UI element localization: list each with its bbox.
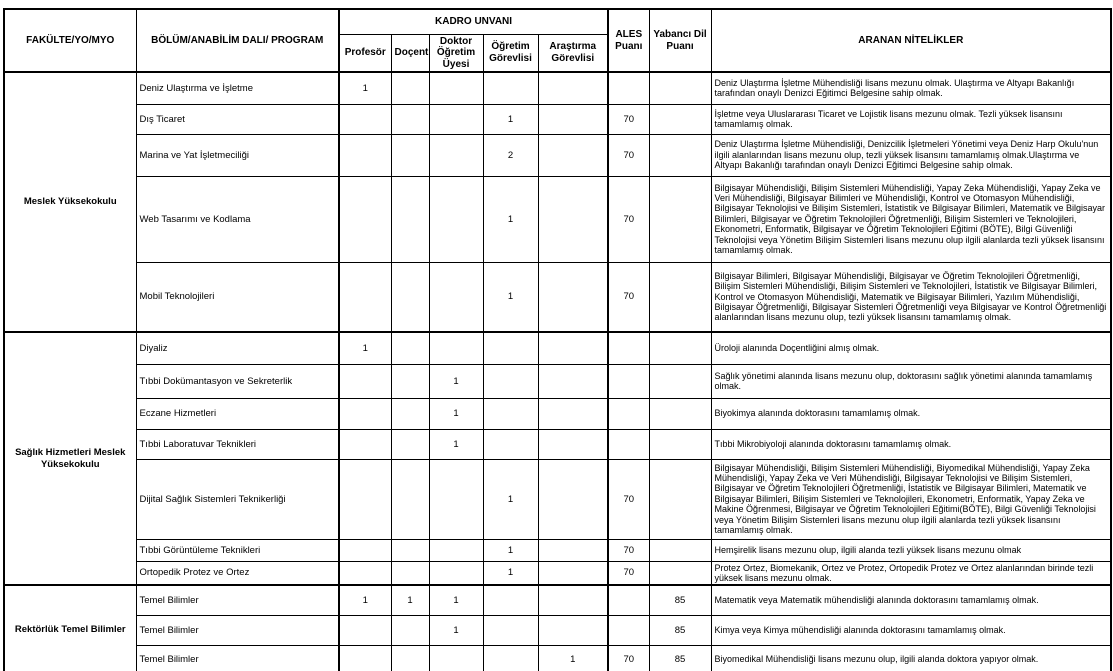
profesor-count-cell: [339, 134, 391, 176]
ogretim-gorevlisi-count-cell: [483, 645, 538, 671]
yabanci-dil-score-cell: [649, 398, 711, 429]
doktor-ogretim-uyesi-count-cell: [429, 104, 483, 134]
ogretim-gorevlisi-count-cell: 1: [483, 104, 538, 134]
table-body: [4, 9, 1111, 671]
header-docent: Doçent: [391, 34, 429, 72]
ales-score-cell: [608, 72, 649, 104]
header-ales: ALES Puanı: [608, 9, 649, 72]
docent-count-cell: [391, 176, 429, 262]
table-row: [4, 72, 1111, 104]
program-cell: Web Tasarımı ve Kodlama: [136, 176, 339, 262]
ales-score-cell: 70: [608, 539, 649, 561]
yabanci-dil-score-cell: [649, 364, 711, 398]
table-row: [4, 364, 1111, 398]
header-row-top: [4, 9, 1111, 34]
yabanci-dil-score-cell: [649, 539, 711, 561]
arastirma-gorevlisi-count-cell: [538, 398, 608, 429]
header-aranan-nitelikler: ARANAN NİTELİKLER: [711, 9, 1111, 72]
docent-count-cell: [391, 134, 429, 176]
yabanci-dil-score-cell: [649, 429, 711, 459]
ogretim-gorevlisi-count-cell: [483, 364, 538, 398]
docent-count-cell: [391, 615, 429, 645]
ogretim-gorevlisi-count-cell: [483, 585, 538, 615]
doktor-ogretim-uyesi-count-cell: 1: [429, 585, 483, 615]
program-cell: Deniz Ulaştırma ve İşletme: [136, 72, 339, 104]
nitelik-cell: Hemşirelik lisans mezunu olup, ilgili alanda tezli yüksek lisans mezunu olmak: [711, 539, 1111, 561]
program-cell: Diyaliz: [136, 332, 339, 364]
profesor-count-cell: [339, 459, 391, 539]
table-row: [4, 398, 1111, 429]
yabanci-dil-score-cell: [649, 262, 711, 332]
doktor-ogretim-uyesi-count-cell: 1: [429, 429, 483, 459]
nitelik-cell: Tıbbi Mikrobiyoloji alanında doktorasını tamamlamış olmak.: [711, 429, 1111, 459]
doktor-ogretim-uyesi-count-cell: 1: [429, 364, 483, 398]
nitelik-cell: Protez Ortez, Biomekanik, Ortez ve Protez, Ortopedik Protez ve Ortez alanlarından birinde tezli yüksek lisans mezunu olmak.: [711, 561, 1111, 585]
table-row: [4, 104, 1111, 134]
docent-count-cell: [391, 262, 429, 332]
nitelik-cell: Bilgisayar Mühendisliği, Bilişim Sistemleri Mühendisliği, Biyomedikal Mühendisliği, Yapay Zeka Mühendisliği, Yapay Zeka ve Veri Mühendisliği, Bilgisayar Teknolojisi ve Bilişim Sistemleri, Bilgisayar ve Öğretim Teknolojileri Öğretmenliği, İstatistik ve Bilgisayar Bilimleri, Matematik ve Bilgisayar Bilimleri, Bilişim Sistemleri ve Teknolojileri, Ekonometri, Enformatik, Yapay Zeka ve Makine Öğrenmesi, Bilgisayar ve Öğretim Teknolojileri Eğitimi(BÖTE), Bilgi Güvenliği Teknolojisi veya Yönetim Bilişim Sistemleri lisans mezunu olup ilgili alanlarda tezli yüksek lisansını tamamlamış olmak.: [711, 459, 1111, 539]
nitelik-cell: Deniz Ulaştırma İşletme Mühendisliği lisans mezunu olmak. Ulaştırma ve Altyapı Bakanlığı tarafından onaylı Denizci Eğitimci Belgesine sahip olmak.: [711, 72, 1111, 104]
arastirma-gorevlisi-count-cell: [538, 585, 608, 615]
yabanci-dil-score-cell: [649, 459, 711, 539]
doktor-ogretim-uyesi-count-cell: [429, 134, 483, 176]
docent-count-cell: [391, 398, 429, 429]
arastirma-gorevlisi-count-cell: [538, 364, 608, 398]
profesor-count-cell: [339, 561, 391, 585]
arastirma-gorevlisi-count-cell: [538, 176, 608, 262]
profesor-count-cell: [339, 429, 391, 459]
table-row: [4, 429, 1111, 459]
profesor-count-cell: [339, 645, 391, 671]
ales-score-cell: [608, 615, 649, 645]
doktor-ogretim-uyesi-count-cell: [429, 459, 483, 539]
program-cell: Dijital Sağlık Sistemleri Teknikerliği: [136, 459, 339, 539]
header-ogretim-gorevlisi: Öğretim Görevlisi: [483, 34, 538, 72]
profesor-count-cell: 1: [339, 72, 391, 104]
header-fakulte: FAKÜLTE/YO/MYO: [4, 9, 136, 72]
academic-staff-announcement-table: [3, 8, 1112, 671]
ales-score-cell: [608, 429, 649, 459]
table-row: [4, 561, 1111, 585]
header-yabanci-dil: Yabancı Dil Puanı: [649, 9, 711, 72]
doktor-ogretim-uyesi-count-cell: [429, 332, 483, 364]
profesor-count-cell: 1: [339, 332, 391, 364]
doktor-ogretim-uyesi-count-cell: [429, 176, 483, 262]
program-cell: Eczane Hizmetleri: [136, 398, 339, 429]
program-cell: Tıbbi Laboratuvar Teknikleri: [136, 429, 339, 459]
table-row: [4, 332, 1111, 364]
ogretim-gorevlisi-count-cell: 1: [483, 459, 538, 539]
program-cell: Marina ve Yat İşletmeciliği: [136, 134, 339, 176]
program-cell: Mobil Teknolojileri: [136, 262, 339, 332]
table-row: [4, 585, 1111, 615]
doktor-ogretim-uyesi-count-cell: [429, 72, 483, 104]
table-row: [4, 262, 1111, 332]
ogretim-gorevlisi-count-cell: [483, 615, 538, 645]
ales-score-cell: 70: [608, 561, 649, 585]
arastirma-gorevlisi-count-cell: [538, 429, 608, 459]
ales-score-cell: [608, 585, 649, 615]
ogretim-gorevlisi-count-cell: 1: [483, 539, 538, 561]
program-cell: Ortopedik Protez ve Ortez: [136, 561, 339, 585]
docent-count-cell: 1: [391, 585, 429, 615]
arastirma-gorevlisi-count-cell: [538, 459, 608, 539]
profesor-count-cell: [339, 539, 391, 561]
profesor-count-cell: [339, 262, 391, 332]
profesor-count-cell: [339, 104, 391, 134]
ales-score-cell: 70: [608, 176, 649, 262]
program-cell: Temel Bilimler: [136, 645, 339, 671]
faculty-cell: Meslek Yüksekokulu: [4, 72, 136, 332]
ales-score-cell: 70: [608, 134, 649, 176]
yabanci-dil-score-cell: [649, 134, 711, 176]
profesor-count-cell: [339, 398, 391, 429]
header-arastirma-gorevlisi: Araştırma Görevlisi: [538, 34, 608, 72]
table-row: [4, 134, 1111, 176]
profesor-count-cell: 1: [339, 585, 391, 615]
ales-score-cell: [608, 364, 649, 398]
profesor-count-cell: [339, 364, 391, 398]
doktor-ogretim-uyesi-count-cell: 1: [429, 615, 483, 645]
arastirma-gorevlisi-count-cell: [538, 615, 608, 645]
table-row: [4, 539, 1111, 561]
doktor-ogretim-uyesi-count-cell: [429, 539, 483, 561]
faculty-cell: Rektörlük Temel Bilimler: [4, 585, 136, 671]
header-kadro-unvani: KADRO UNVANI: [339, 9, 608, 34]
yabanci-dil-score-cell: 85: [649, 615, 711, 645]
docent-count-cell: [391, 539, 429, 561]
ales-score-cell: 70: [608, 262, 649, 332]
doktor-ogretim-uyesi-count-cell: [429, 262, 483, 332]
yabanci-dil-score-cell: [649, 104, 711, 134]
nitelik-cell: Üroloji alanında Doçentliğini almış olmak.: [711, 332, 1111, 364]
ales-score-cell: 70: [608, 645, 649, 671]
ogretim-gorevlisi-count-cell: [483, 429, 538, 459]
header-bolum: BÖLÜM/ANABİLİM DALI/ PROGRAM: [136, 9, 339, 72]
ogretim-gorevlisi-count-cell: 1: [483, 262, 538, 332]
faculty-cell: Sağlık Hizmetleri Meslek Yüksekokulu: [4, 332, 136, 585]
nitelik-cell: İşletme veya Uluslararası Ticaret ve Lojistik lisans mezunu olmak. Tezli yüksek lisansını tamamlamış olmak.: [711, 104, 1111, 134]
table-row: [4, 615, 1111, 645]
nitelik-cell: Sağlık yönetimi alanında lisans mezunu olup, doktorasını sağlık yönetimi alanında tamamlamış olmak.: [711, 364, 1111, 398]
ogretim-gorevlisi-count-cell: 1: [483, 561, 538, 585]
nitelik-cell: Matematik veya Matematik mühendisliği alanında doktorasını tamamlamış olmak.: [711, 585, 1111, 615]
yabanci-dil-score-cell: 85: [649, 585, 711, 615]
docent-count-cell: [391, 645, 429, 671]
ales-score-cell: [608, 332, 649, 364]
profesor-count-cell: [339, 176, 391, 262]
docent-count-cell: [391, 561, 429, 585]
profesor-count-cell: [339, 615, 391, 645]
docent-count-cell: [391, 72, 429, 104]
doktor-ogretim-uyesi-count-cell: 1: [429, 398, 483, 429]
docent-count-cell: [391, 459, 429, 539]
yabanci-dil-score-cell: 85: [649, 645, 711, 671]
program-cell: Temel Bilimler: [136, 585, 339, 615]
docent-count-cell: [391, 104, 429, 134]
ales-score-cell: 70: [608, 104, 649, 134]
arastirma-gorevlisi-count-cell: [538, 262, 608, 332]
table-row: [4, 459, 1111, 539]
docent-count-cell: [391, 364, 429, 398]
ogretim-gorevlisi-count-cell: [483, 332, 538, 364]
ales-score-cell: [608, 398, 649, 429]
arastirma-gorevlisi-count-cell: 1: [538, 645, 608, 671]
ales-score-cell: 70: [608, 459, 649, 539]
yabanci-dil-score-cell: [649, 176, 711, 262]
arastirma-gorevlisi-count-cell: [538, 332, 608, 364]
header-profesor: Profesör: [339, 34, 391, 72]
doktor-ogretim-uyesi-count-cell: [429, 645, 483, 671]
arastirma-gorevlisi-count-cell: [538, 72, 608, 104]
yabanci-dil-score-cell: [649, 561, 711, 585]
arastirma-gorevlisi-count-cell: [538, 561, 608, 585]
nitelik-cell: Biyokimya alanında doktorasını tamamlamış olmak.: [711, 398, 1111, 429]
arastirma-gorevlisi-count-cell: [538, 539, 608, 561]
ogretim-gorevlisi-count-cell: [483, 72, 538, 104]
program-cell: Tıbbi Dokümantasyon ve Sekreterlik: [136, 364, 339, 398]
program-cell: Dış Ticaret: [136, 104, 339, 134]
doktor-ogretim-uyesi-count-cell: [429, 561, 483, 585]
yabanci-dil-score-cell: [649, 332, 711, 364]
nitelik-cell: Kimya veya Kimya mühendisliği alanında doktorasını tamamlamış olmak.: [711, 615, 1111, 645]
program-cell: Temel Bilimler: [136, 615, 339, 645]
arastirma-gorevlisi-count-cell: [538, 134, 608, 176]
docent-count-cell: [391, 429, 429, 459]
nitelik-cell: Bilgisayar Mühendisliği, Bilişim Sistemleri Mühendisliği, Yapay Zeka Mühendisliği, Yapay Zeka ve Veri Mühendisliği, Bilgisayar Bilimleri ve Mühendisliği, Kontrol ve Otomasyon Mühendisliği, Bilgisayar Teknolojisi ve Bilişim Sistemleri, İstatistik ve Bilgisayar Bilimleri, Matematik ve Bilgisayar Bilimleri, Bilgisayar ve Öğretim Teknolojileri Öğretmenliği, Bilişim Sistemleri ve Teknolojileri, Ekonometri, Enformatik, Bilgisayar ve Öğretim Teknolojileri Eğitimi (BÖTE), Bilgi Güvenliği Teknolojisi veya Yönetim Bilişim Sistemleri lisans mezunu olup ilgili alanlarda tezli yüksek lisansını tamamlamış olmak.: [711, 176, 1111, 262]
docent-count-cell: [391, 332, 429, 364]
ogretim-gorevlisi-count-cell: 2: [483, 134, 538, 176]
arastirma-gorevlisi-count-cell: [538, 104, 608, 134]
program-cell: Tıbbi Görüntüleme Teknikleri: [136, 539, 339, 561]
nitelik-cell: Deniz Ulaştırma İşletme Mühendisliği, Denizcilik İşletmeleri Yönetimi veya Deniz Harp Okulu'nun ilgili alanlarından lisans mezunu olup, tezli yüksek lisansını tamamlamış olmak.Ulaştırma ve Altyapı Bakanlığı tarafından onaylı Denizci Eğitimci Belgesine sahip olmak.: [711, 134, 1111, 176]
nitelik-cell: Bilgisayar Bilimleri, Bilgisayar Mühendisliği, Bilgisayar ve Öğretim Teknolojileri Öğretmenliği, Bilişim Sistemleri Mühendisliği, Bilişim Sistemleri ve Teknolojileri, İstatistik ve Bilgisayar Bilimleri, Kontrol ve Otomasyon Mühendisliği, Matematik ve Bilgisayar Bilimleri, Yazılım Mühendisliği, Bilgisayar Öğretmenliği, Bilgisayar Sistemleri Öğretmenliği veya Bilgisayar ve Kontrol Öğretmenliği alanlarından lisans mezunu olup, tezli yüksek lisansını tamamlamış olmak.: [711, 262, 1111, 332]
table-row: [4, 176, 1111, 262]
header-doktor-ogretim-uyesi: Doktor Öğretim Üyesi: [429, 34, 483, 72]
yabanci-dil-score-cell: [649, 72, 711, 104]
table-row: [4, 645, 1111, 671]
ogretim-gorevlisi-count-cell: [483, 398, 538, 429]
nitelik-cell: Biyomedikal Mühendisliği lisans mezunu olup, ilgili alanda doktora yapıyor olmak.: [711, 645, 1111, 671]
ogretim-gorevlisi-count-cell: 1: [483, 176, 538, 262]
